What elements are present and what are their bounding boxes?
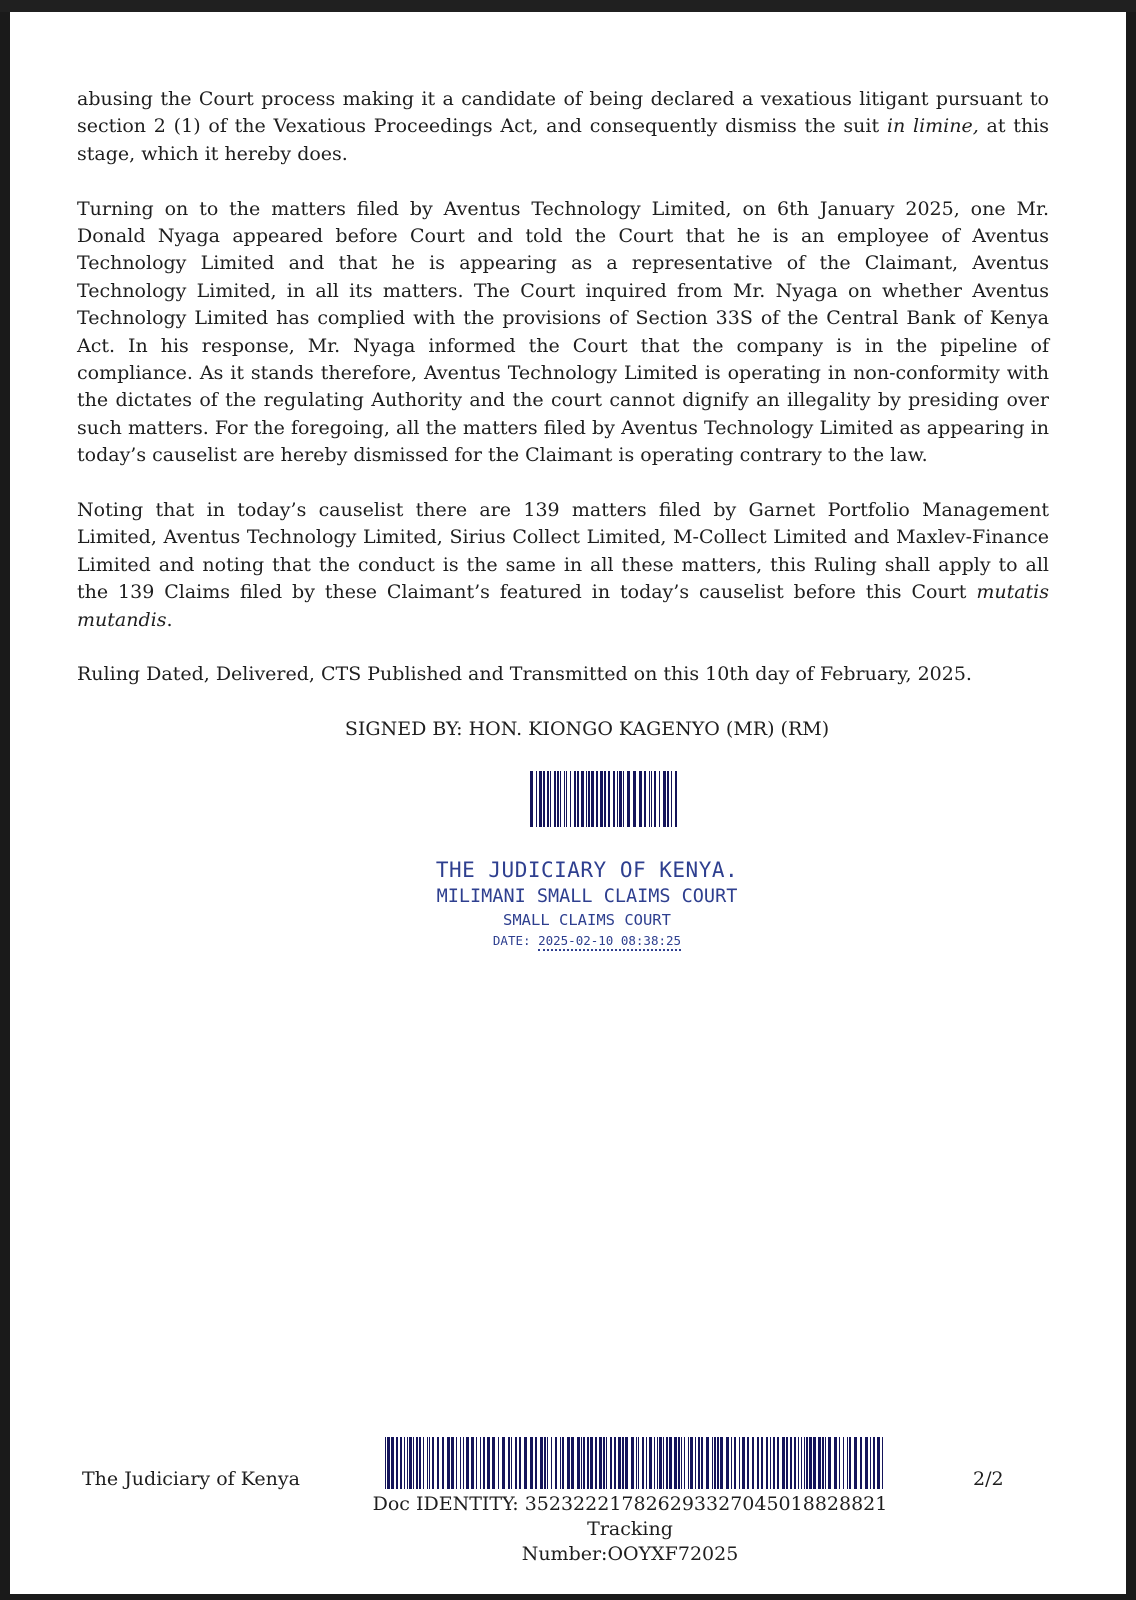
barcode-bar bbox=[566, 771, 567, 827]
barcode-bar bbox=[777, 1437, 779, 1489]
barcode-bar bbox=[644, 771, 646, 827]
barcode-bar bbox=[574, 771, 576, 827]
barcode-bar bbox=[555, 1437, 557, 1489]
barcode-bar bbox=[577, 771, 579, 827]
barcode-bar bbox=[773, 1437, 775, 1489]
barcode-footer-icon bbox=[385, 1437, 885, 1489]
barcode-bar bbox=[712, 1437, 713, 1489]
barcode-bar bbox=[587, 1437, 589, 1489]
barcode-bar bbox=[419, 1437, 421, 1489]
barcode-bar bbox=[618, 1437, 621, 1489]
barcode-bar bbox=[675, 771, 677, 827]
barcode-bar bbox=[623, 771, 624, 827]
barcode-bar bbox=[599, 1437, 602, 1489]
barcode-bar bbox=[834, 1437, 837, 1489]
barcode-bar bbox=[432, 1437, 434, 1489]
barcode-bar bbox=[581, 771, 584, 827]
paragraph-2: Turning on to the matters filed by Aventus Technology Limited, on 6th January 2025, one Mr. Donald Nyaga appeared before Court and told the Court that he is an employee of Aventus Technology Limited and that he is appearing as a representative of the Claimant, Aventus Technology Limited, in all its matters. The Court inquired from Mr. Nyaga on whether Aventus Technology Limited has complied with the provisions of Section 33S of the Central Bank of Kenya Act. In his response, Mr. Nyaga informed the Court that the company is in the pipeline of compliance. As it stands therefore, Aventus Technology Limited is operating in non-conformity with the dictates of the regulating Authority and the court cannot dignify an illegality by presiding over such matters. For the foregoing, all the matters filed by Aventus Technology Limited as appearing in today’s causelist are hereby dismissed for the Claimant is operating contrary to the law. bbox=[77, 197, 1049, 467]
barcode-bar bbox=[813, 1437, 816, 1489]
paragraph-1 bbox=[77, 86, 1049, 168]
barcode-bar bbox=[487, 1437, 490, 1489]
barcode-bar bbox=[423, 1437, 424, 1489]
barcode-bar bbox=[530, 1437, 533, 1489]
barcode-bar bbox=[595, 1437, 597, 1489]
barcode-bar bbox=[610, 1437, 612, 1489]
barcode-bar bbox=[570, 771, 571, 827]
barcode-bar bbox=[782, 1437, 785, 1489]
barcode-bar bbox=[633, 771, 636, 827]
barcode-bar bbox=[854, 1437, 857, 1489]
barcode-bar bbox=[586, 771, 587, 827]
barcode-bar bbox=[663, 1437, 664, 1489]
barcode-bar bbox=[404, 1437, 405, 1489]
barcode-bar bbox=[577, 1437, 580, 1489]
barcode-bar bbox=[825, 1437, 826, 1489]
barcode-bar bbox=[614, 1437, 616, 1489]
barcode-bar bbox=[667, 771, 669, 827]
barcode-bar bbox=[766, 1437, 768, 1489]
barcode-bar bbox=[873, 1437, 875, 1489]
barcode-bar bbox=[502, 1437, 505, 1489]
barcode-bar bbox=[442, 1437, 444, 1489]
barcode-bar bbox=[828, 1437, 831, 1489]
barcode-bar bbox=[557, 771, 559, 827]
barcode-bar bbox=[714, 1437, 716, 1489]
footer-doc-identity bbox=[330, 1492, 930, 1567]
barcode-bar bbox=[476, 1437, 477, 1489]
barcode-bar bbox=[511, 1437, 512, 1489]
window-top-bar bbox=[0, 0, 1136, 12]
barcode-bar bbox=[515, 1437, 517, 1489]
barcode-bar bbox=[613, 771, 615, 827]
barcode-bar bbox=[638, 1437, 639, 1489]
barcode-bar bbox=[860, 1437, 862, 1489]
barcode-bar bbox=[385, 1437, 386, 1489]
barcode-bar bbox=[416, 1437, 418, 1489]
barcode-bar bbox=[809, 1437, 812, 1489]
barcode-bar bbox=[720, 1437, 723, 1489]
barcode-bar bbox=[801, 1437, 802, 1489]
barcode-bar bbox=[498, 1437, 499, 1489]
barcode-bar bbox=[747, 1437, 749, 1489]
barcode-bar bbox=[706, 1437, 709, 1489]
barcode-bar bbox=[659, 771, 660, 827]
barcode-bar bbox=[654, 1437, 655, 1489]
barcode-bar bbox=[739, 1437, 740, 1489]
paragraph-3-italic: mutatis mutandis bbox=[77, 581, 1049, 631]
barcode-bar bbox=[688, 1437, 689, 1489]
paragraph-4: Ruling Dated, Delivered, CTS Published and Transmitted on this 10th day of February, 2025. bbox=[77, 663, 972, 686]
barcode-bar bbox=[567, 1437, 570, 1489]
barcode-bar bbox=[877, 1437, 880, 1489]
barcode-bar bbox=[535, 1437, 537, 1489]
barcode-bar bbox=[681, 1437, 682, 1489]
barcode-bar bbox=[551, 1437, 552, 1489]
barcode-bar bbox=[492, 1437, 495, 1489]
barcode-bar bbox=[400, 1437, 402, 1489]
barcode-bar bbox=[761, 1437, 763, 1489]
barcode-bar bbox=[839, 1437, 840, 1489]
barcode-bar bbox=[636, 1437, 637, 1489]
paragraph-3-text-b: . bbox=[166, 608, 173, 631]
barcode-bar bbox=[581, 1437, 582, 1489]
stamp-date-value: 2025-02-10 08:38:25 bbox=[538, 933, 681, 951]
barcode-bar bbox=[480, 1437, 481, 1489]
footer-org-name: The Judiciary of Kenya bbox=[82, 1468, 300, 1490]
barcode-bar bbox=[591, 771, 594, 827]
barcode-bar bbox=[608, 771, 610, 827]
doc-identity-line: Doc IDENTITY: 35232221782629332704501882882​1 Tracking bbox=[372, 1493, 888, 1540]
barcode-bar bbox=[849, 1437, 851, 1489]
barcode-bar bbox=[757, 1437, 759, 1489]
tracking-number-line: Number:OOYXF72025 bbox=[521, 1543, 739, 1565]
barcode-bar bbox=[701, 1437, 703, 1489]
barcode-bar bbox=[798, 1437, 799, 1489]
stamp-date-label: DATE: bbox=[492, 932, 531, 948]
paragraph-1-italic: in limine, bbox=[886, 115, 979, 138]
barcode-bar bbox=[627, 771, 630, 827]
barcode-bar bbox=[583, 1437, 585, 1489]
barcode-bar bbox=[651, 771, 652, 827]
barcode-bar bbox=[539, 771, 542, 827]
barcode-bar bbox=[649, 1437, 652, 1489]
barcode-bar bbox=[818, 1437, 821, 1489]
barcode-bar bbox=[603, 1437, 605, 1489]
barcode-bar bbox=[387, 1437, 390, 1489]
barcode-bar bbox=[451, 1437, 454, 1489]
barcode-bar bbox=[790, 1437, 792, 1489]
page-number: 2/2 bbox=[973, 1468, 1004, 1490]
barcode-bar bbox=[429, 1437, 430, 1489]
paragraph-3 bbox=[77, 497, 1049, 634]
stamp-date bbox=[125, 932, 1049, 950]
barcode-bar bbox=[726, 1437, 729, 1489]
barcode-bar bbox=[617, 771, 618, 827]
barcode-bar bbox=[562, 1437, 564, 1489]
paragraph-1-text-b: at this stage, which it hereby does. bbox=[77, 115, 1050, 165]
barcode-bar bbox=[865, 1437, 868, 1489]
barcode-bar bbox=[606, 1437, 607, 1489]
barcode-bar bbox=[734, 1437, 736, 1489]
barcode-bar bbox=[870, 1437, 871, 1489]
document-body bbox=[77, 86, 1049, 950]
barcode-bar bbox=[427, 1437, 428, 1489]
barcode-bar bbox=[590, 1437, 593, 1489]
barcode-bar bbox=[649, 771, 650, 827]
barcode-bar bbox=[752, 1437, 754, 1489]
barcode-bar bbox=[413, 1437, 414, 1489]
barcode-bar bbox=[471, 1437, 474, 1489]
stamp-line-1: THE JUDICIARY OF KENYA. bbox=[435, 857, 739, 882]
barcode-bar bbox=[625, 1437, 628, 1489]
barcode-bar bbox=[622, 1437, 624, 1489]
barcode-bar bbox=[543, 771, 545, 827]
barcode-bar bbox=[786, 1437, 788, 1489]
barcode-bar bbox=[619, 771, 622, 827]
barcode-bar bbox=[804, 1437, 805, 1489]
barcode-bar bbox=[544, 1437, 546, 1489]
barcode-bar bbox=[524, 1437, 527, 1489]
barcode-bar bbox=[646, 1437, 647, 1489]
barcode-bar bbox=[684, 1437, 685, 1489]
barcode-bar bbox=[536, 771, 537, 827]
barcode-bar bbox=[396, 1437, 398, 1489]
barcode-bar bbox=[407, 1437, 408, 1489]
barcode-bar bbox=[674, 1437, 677, 1489]
barcode-bar bbox=[564, 771, 565, 827]
barcode-bar bbox=[447, 1437, 450, 1489]
barcode-bar bbox=[466, 1437, 469, 1489]
barcode-bar bbox=[690, 1437, 693, 1489]
barcode-bar bbox=[678, 1437, 680, 1489]
barcode-bar bbox=[639, 771, 642, 827]
barcode-bar bbox=[794, 1437, 796, 1489]
signed-by: SIGNED BY: HON. KIONGO KAGENYO (MR) (RM) bbox=[344, 717, 830, 740]
barcode-bar bbox=[463, 1437, 464, 1489]
barcode-bar bbox=[540, 1437, 543, 1489]
barcode-bar bbox=[508, 1437, 510, 1489]
barcode-bar bbox=[671, 771, 672, 827]
stamp-line-2: MILIMANI SMALL CLAIMS COURT bbox=[436, 885, 738, 907]
paragraph-1-text-a: abusing the Court process making it a candidate of being declared a vexatious litigant pursuant to section 2 (1) of the Vexatious Proceedings Act, and consequently dismiss the suit bbox=[77, 88, 1049, 138]
barcode-bar bbox=[822, 1437, 824, 1489]
barcode-bar bbox=[654, 771, 656, 827]
barcode-bar bbox=[666, 1437, 668, 1489]
barcode-bar bbox=[669, 1437, 672, 1489]
barcode-bar bbox=[550, 771, 551, 827]
barcode-bar bbox=[588, 771, 590, 827]
barcode-bar bbox=[806, 1437, 808, 1489]
stamp-line-3: SMALL CLAIMS COURT bbox=[503, 910, 671, 929]
barcode-bar bbox=[631, 1437, 634, 1489]
barcode-bar bbox=[391, 1437, 394, 1489]
barcode-bar bbox=[596, 771, 598, 827]
barcode-bar bbox=[460, 1437, 461, 1489]
barcode-bar bbox=[530, 771, 533, 827]
barcode-bar bbox=[483, 1437, 485, 1489]
barcode-bar bbox=[770, 1437, 771, 1489]
barcode-bar bbox=[600, 771, 603, 827]
barcode-bar bbox=[731, 1437, 732, 1489]
court-stamp bbox=[77, 857, 1049, 950]
barcode-bar bbox=[659, 1437, 662, 1489]
barcode-bar bbox=[560, 771, 561, 827]
barcode-main-icon bbox=[530, 771, 680, 827]
barcode-bar bbox=[456, 1437, 457, 1489]
barcode-bar bbox=[695, 1437, 696, 1489]
barcode-bar bbox=[882, 1437, 883, 1489]
barcode-bar bbox=[519, 1437, 521, 1489]
barcode-bar bbox=[571, 1437, 574, 1489]
barcode-bar bbox=[843, 1437, 844, 1489]
barcode-bar bbox=[409, 1437, 412, 1489]
paragraph-3-text-a: Noting that in today’s causelist there are 139 matters filed by Garnet Portfolio Management Limited, Aventus Technology Limited, Sirius Collect Limited, M-Collect Limited and Maxlev-Finance Limited and noting that the conduct is the same in all these matters, this Ruling shall apply to all the 139 Claims filed by these Claimant’s featured in today’s causelist before this Court bbox=[77, 499, 1049, 604]
barcode-bar bbox=[642, 1437, 644, 1489]
barcode-bar bbox=[437, 1437, 439, 1489]
barcode-bar bbox=[554, 771, 556, 827]
barcode-bar bbox=[663, 771, 666, 827]
barcode-bar bbox=[698, 1437, 700, 1489]
barcode-bar bbox=[547, 771, 549, 827]
barcode-bar bbox=[742, 1437, 745, 1489]
barcode-bar bbox=[604, 771, 606, 827]
barcode-bar bbox=[847, 1437, 848, 1489]
barcode-bar bbox=[547, 1437, 548, 1489]
barcode-bar bbox=[657, 1437, 658, 1489]
barcode-bar bbox=[717, 1437, 719, 1489]
barcode-bar bbox=[560, 1437, 561, 1489]
